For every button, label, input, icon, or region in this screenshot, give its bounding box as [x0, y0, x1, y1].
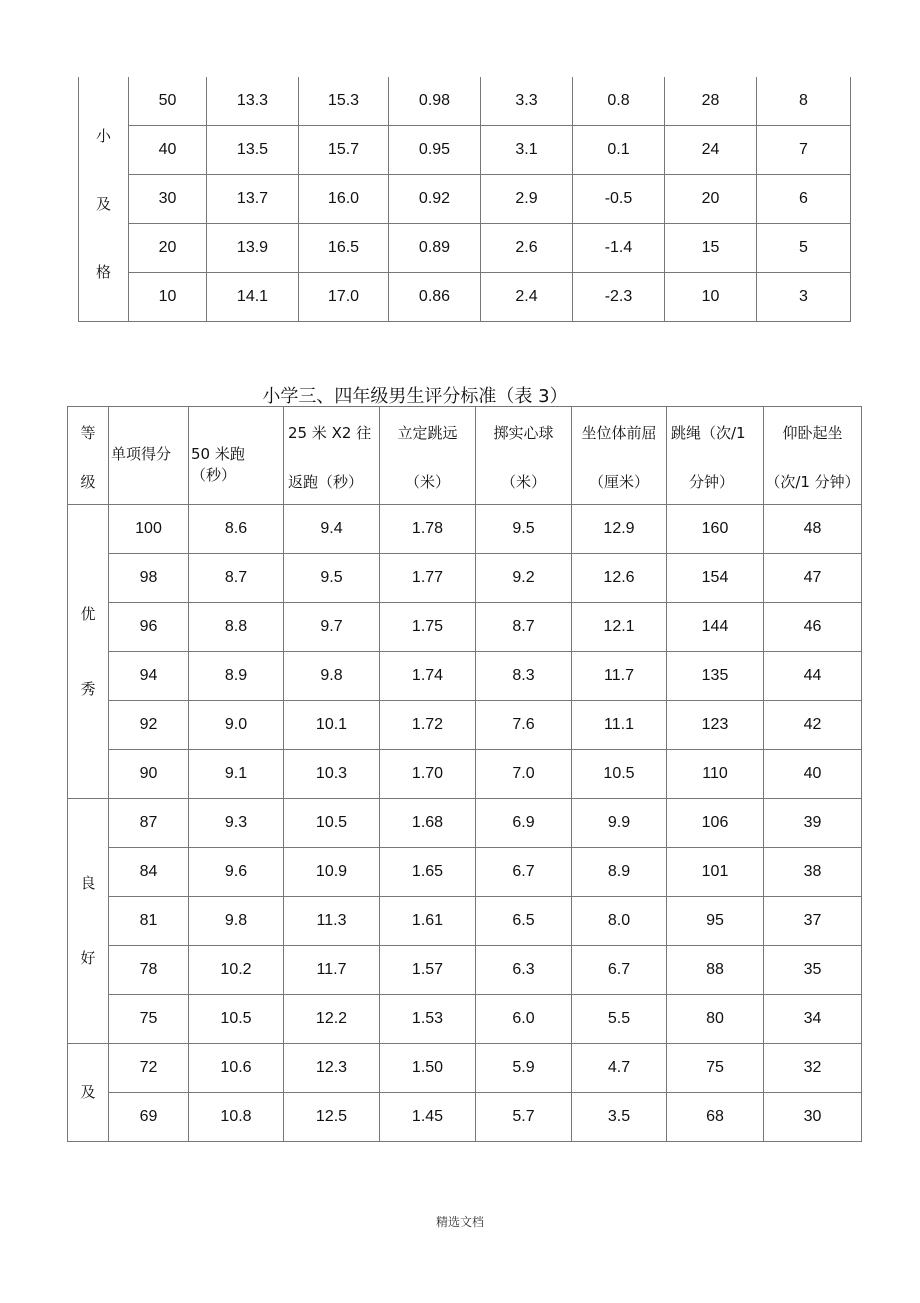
table-row	[68, 897, 862, 946]
table-row	[68, 1093, 862, 1142]
table-cell: 5.5	[572, 995, 667, 1044]
table-cell: 15.7	[299, 126, 389, 175]
table-cell: 16.5	[299, 224, 389, 273]
table-cell: 9.8	[189, 897, 284, 946]
header-ball-throw: 掷实心球 （米）	[476, 407, 572, 505]
header-shuttle-run: 25 米 X2 往 返跑（秒）	[284, 407, 380, 505]
table-cell: 0.86	[389, 273, 481, 322]
table-cell: 1.74	[380, 652, 476, 701]
table-cell: 13.7	[207, 175, 299, 224]
table-cell: 5	[757, 224, 851, 273]
table-cell: 0.1	[573, 126, 665, 175]
table-cell: 10.2	[189, 946, 284, 995]
main-table-body	[68, 505, 862, 1142]
table-cell: 35	[764, 946, 862, 995]
table-cell: 6.0	[476, 995, 572, 1044]
grade-char: 小	[95, 127, 111, 145]
table-cell: 11.7	[284, 946, 380, 995]
table-cell: 3.1	[481, 126, 573, 175]
table-cell: 75	[667, 1044, 764, 1093]
table-cell: 37	[764, 897, 862, 946]
grade-label	[79, 77, 129, 322]
table-cell: 1.78	[380, 505, 476, 554]
header-50m-run: 50 米跑（秒）	[189, 407, 284, 505]
table-cell: 32	[764, 1044, 862, 1093]
table-cell: 46	[764, 603, 862, 652]
table-cell: 9.8	[284, 652, 380, 701]
table-cell: 9.3	[189, 799, 284, 848]
table-cell: 72	[109, 1044, 189, 1093]
table-cell: 38	[764, 848, 862, 897]
table-cell: 7.6	[476, 701, 572, 750]
table-cell: 9.9	[572, 799, 667, 848]
table-cell: 12.3	[284, 1044, 380, 1093]
table-cell: 6	[757, 175, 851, 224]
table-cell: -0.5	[573, 175, 665, 224]
table-cell: 8.9	[572, 848, 667, 897]
table-cell: 3	[757, 273, 851, 322]
table-cell: 24	[665, 126, 757, 175]
table-cell: 3.5	[572, 1093, 667, 1142]
table-cell: 1.61	[380, 897, 476, 946]
table-cell: 13.3	[207, 77, 299, 126]
table-cell: 0.95	[389, 126, 481, 175]
table-cell: 78	[109, 946, 189, 995]
table-cell: 4.7	[572, 1044, 667, 1093]
table-cell: 44	[764, 652, 862, 701]
table-cell: 1.57	[380, 946, 476, 995]
table-cell: 10	[665, 273, 757, 322]
table-cell: 123	[667, 701, 764, 750]
table-cell: 80	[667, 995, 764, 1044]
table-row	[68, 701, 862, 750]
header-long-jump: 立定跳远 （米）	[380, 407, 476, 505]
table-cell: 9.1	[189, 750, 284, 799]
table-cell: 9.5	[284, 554, 380, 603]
table-cell: 1.72	[380, 701, 476, 750]
table-cell: 106	[667, 799, 764, 848]
table-cell: 11.7	[572, 652, 667, 701]
table-row	[68, 554, 862, 603]
table-cell: 2.9	[481, 175, 573, 224]
table-cell: 135	[667, 652, 764, 701]
table-cell: 75	[109, 995, 189, 1044]
table-cell: 16.0	[299, 175, 389, 224]
table-cell: 8.8	[189, 603, 284, 652]
table-cell: 15.3	[299, 77, 389, 126]
table-title: 小学三、四年级男生评分标准（表 3）	[262, 386, 568, 407]
table-row	[79, 77, 851, 126]
table-cell: 9.2	[476, 554, 572, 603]
table-cell: 1.77	[380, 554, 476, 603]
table-cell: 5.9	[476, 1044, 572, 1093]
table-cell: 10.5	[284, 799, 380, 848]
table-cell: 5.7	[476, 1093, 572, 1142]
table-cell: 6.7	[572, 946, 667, 995]
grade-label	[68, 799, 109, 1044]
table-cell: 9.5	[476, 505, 572, 554]
table-cell: 12.6	[572, 554, 667, 603]
table-cell: 40	[764, 750, 862, 799]
table-cell: 3.3	[481, 77, 573, 126]
grade-char: 良	[80, 874, 96, 892]
header-score: 单项得分	[109, 407, 189, 505]
table-cell: 92	[109, 701, 189, 750]
grade-label	[68, 1044, 109, 1142]
grade-char: 及	[80, 1083, 96, 1101]
table-cell: 40	[129, 126, 207, 175]
table-cell: 84	[109, 848, 189, 897]
table-cell: 95	[667, 897, 764, 946]
grade-char: 秀	[80, 679, 96, 698]
table-cell: 81	[109, 897, 189, 946]
grade-char: 及	[95, 195, 111, 213]
table-cell: 8.3	[476, 652, 572, 701]
table-cell: 13.5	[207, 126, 299, 175]
table-cell: 8.0	[572, 897, 667, 946]
table-cell: 100	[109, 505, 189, 554]
main-score-table	[67, 406, 862, 1142]
table-cell: 20	[129, 224, 207, 273]
table-cell: 9.6	[189, 848, 284, 897]
header-sit-reach: 坐位体前屈 （厘米）	[572, 407, 667, 505]
table-row	[68, 995, 862, 1044]
grade-char: 格	[95, 263, 111, 281]
table-cell: 1.53	[380, 995, 476, 1044]
table-cell: 30	[764, 1093, 862, 1142]
table-cell: 30	[129, 175, 207, 224]
table-cell: 6.5	[476, 897, 572, 946]
table-cell: 101	[667, 848, 764, 897]
table-row	[79, 175, 851, 224]
table-cell: 1.65	[380, 848, 476, 897]
table-cell: 8.9	[189, 652, 284, 701]
table-cell: 10.9	[284, 848, 380, 897]
table-row	[68, 799, 862, 848]
table-row	[68, 1044, 862, 1093]
table-row	[68, 603, 862, 652]
table-row	[68, 946, 862, 995]
table-row	[68, 848, 862, 897]
table-cell: 12.2	[284, 995, 380, 1044]
top-score-table	[78, 77, 851, 322]
grade-char: 优	[80, 604, 96, 623]
table-cell: 10	[129, 273, 207, 322]
table-cell: 9.0	[189, 701, 284, 750]
table-cell: 9.4	[284, 505, 380, 554]
table-cell: 47	[764, 554, 862, 603]
table-cell: 8.7	[189, 554, 284, 603]
table-cell: 17.0	[299, 273, 389, 322]
table-cell: 28	[665, 77, 757, 126]
page-footer: 精选文档	[435, 1215, 484, 1229]
table-cell: 87	[109, 799, 189, 848]
table-cell: 1.75	[380, 603, 476, 652]
table-cell: 50	[129, 77, 207, 126]
table-cell: 1.68	[380, 799, 476, 848]
header-row	[68, 407, 862, 505]
table-cell: 34	[764, 995, 862, 1044]
table-cell: 6.9	[476, 799, 572, 848]
table-cell: 11.3	[284, 897, 380, 946]
table-cell: 154	[667, 554, 764, 603]
table-cell: 2.6	[481, 224, 573, 273]
table-cell: 39	[764, 799, 862, 848]
table-cell: 1.45	[380, 1093, 476, 1142]
table-cell: 11.1	[572, 701, 667, 750]
table-cell: 10.1	[284, 701, 380, 750]
table-cell: 6.7	[476, 848, 572, 897]
table-cell: 6.3	[476, 946, 572, 995]
header-grade: 等 级	[68, 407, 109, 505]
table-row	[68, 750, 862, 799]
table-row	[68, 652, 862, 701]
header-rope-skip: 跳绳（次/1 分钟）	[667, 407, 764, 505]
table-cell: 10.3	[284, 750, 380, 799]
table-cell: 42	[764, 701, 862, 750]
table-cell: 94	[109, 652, 189, 701]
table-cell: 12.1	[572, 603, 667, 652]
table-cell: 88	[667, 946, 764, 995]
header-situp: 仰卧起坐 （次/1 分钟）	[764, 407, 862, 505]
table-cell: 8	[757, 77, 851, 126]
table-cell: 13.9	[207, 224, 299, 273]
table-row	[79, 273, 851, 322]
table-cell: -1.4	[573, 224, 665, 273]
table-row	[79, 224, 851, 273]
table-cell: 0.89	[389, 224, 481, 273]
table-cell: -2.3	[573, 273, 665, 322]
table-row	[79, 126, 851, 175]
table-cell: 98	[109, 554, 189, 603]
table-row	[68, 505, 862, 554]
table-cell: 48	[764, 505, 862, 554]
table-cell: 10.5	[572, 750, 667, 799]
table-cell: 96	[109, 603, 189, 652]
table-cell: 7	[757, 126, 851, 175]
table-cell: 10.8	[189, 1093, 284, 1142]
grade-char: 好	[80, 949, 96, 967]
table-cell: 90	[109, 750, 189, 799]
table-cell: 12.5	[284, 1093, 380, 1142]
table-cell: 0.8	[573, 77, 665, 126]
table-cell: 9.7	[284, 603, 380, 652]
table-cell: 10.5	[189, 995, 284, 1044]
table-cell: 8.6	[189, 505, 284, 554]
table-cell: 15	[665, 224, 757, 273]
table-cell: 2.4	[481, 273, 573, 322]
table-cell: 0.98	[389, 77, 481, 126]
table-cell: 12.9	[572, 505, 667, 554]
table-cell: 20	[665, 175, 757, 224]
table-cell: 7.0	[476, 750, 572, 799]
table-cell: 0.92	[389, 175, 481, 224]
table-cell: 160	[667, 505, 764, 554]
table-cell: 144	[667, 603, 764, 652]
table-cell: 1.70	[380, 750, 476, 799]
table-cell: 110	[667, 750, 764, 799]
table-cell: 14.1	[207, 273, 299, 322]
table-cell: 69	[109, 1093, 189, 1142]
table-cell: 1.50	[380, 1044, 476, 1093]
table-cell: 8.7	[476, 603, 572, 652]
top-table-body	[79, 77, 851, 322]
table-cell: 68	[667, 1093, 764, 1142]
grade-label	[68, 505, 109, 799]
table-cell: 10.6	[189, 1044, 284, 1093]
